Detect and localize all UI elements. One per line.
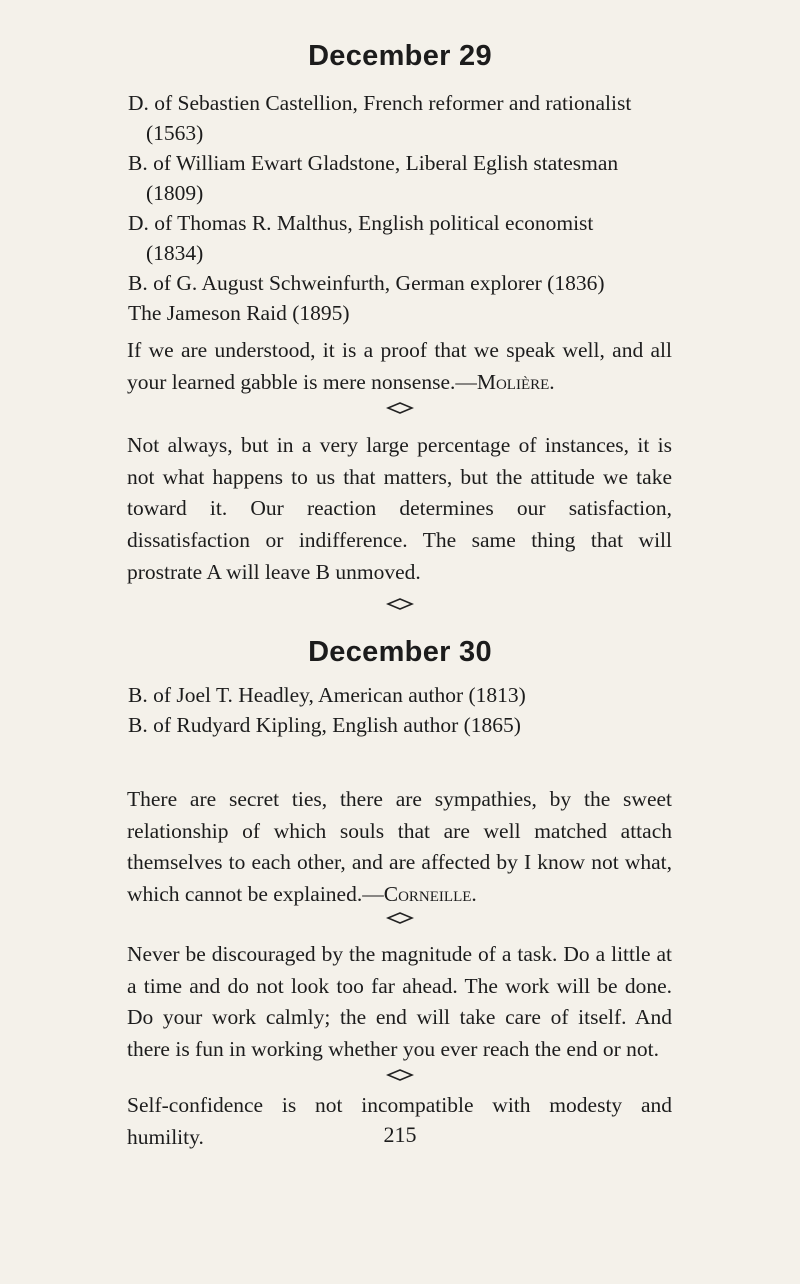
quote-paragraph <box>127 335 672 398</box>
event-item <box>128 208 718 268</box>
event-item <box>128 710 718 740</box>
event-year: (1809) <box>146 181 204 205</box>
event-item <box>128 680 718 710</box>
event-text: D. of Thomas R. Malthus, English political economist <box>128 211 594 235</box>
event-year: (1563) <box>146 121 204 145</box>
event-text: D. of Sebastien Castellion, French reformer and rationalist <box>128 91 632 115</box>
quote-attribution: Molière. <box>476 369 555 394</box>
reflection-paragraph <box>127 430 672 589</box>
event-text: The Jameson Raid (1895) <box>128 301 350 325</box>
date-heading-dec-30: December 30 <box>308 636 492 668</box>
quote-text: If we are understood, it is a proof that we speak well, and all your learned gabble is mere nonsense.— <box>127 338 672 394</box>
diamond-ornament-icon <box>386 402 414 414</box>
event-text: B. of Joel T. Headley, American author (1813) <box>128 683 526 707</box>
event-text: B. of G. August Schweinfurth, German explorer (1836) <box>128 271 605 295</box>
events-list-dec-30 <box>128 680 718 740</box>
event-year: (1834) <box>146 241 204 265</box>
event-item <box>128 88 718 148</box>
events-list-dec-29 <box>128 88 718 328</box>
date-heading-dec-29: December 29 <box>308 40 492 72</box>
diamond-ornament-icon <box>386 598 414 610</box>
event-item <box>128 298 718 328</box>
quote-text: There are secret ties, there are sympathies, by the sweet relationship of which souls that are well matched attach themselves to each other, and are affected by I know not what, which cannot be explained.— <box>127 787 672 907</box>
diamond-ornament-icon <box>386 1069 414 1081</box>
quote-attribution: Corneille. <box>383 882 477 907</box>
reflection-text: Self-confidence is not incompatible with modesty and humility. <box>127 1093 672 1149</box>
quote-paragraph <box>127 784 672 911</box>
page-number: 215 <box>383 1122 417 1147</box>
event-item <box>128 268 718 298</box>
reflection-text: Not always, but in a very large percentage of instances, it is not what happens to us that matters, but the attitude we take toward it. Our reaction determines our satisfaction, dissatisfaction or indifference. The same thing that will prostrate A will leave B unmoved. <box>127 433 672 584</box>
reflection-text: Never be discouraged by the magnitude of a task. Do a little at a time and do not look too far ahead. The work will be done. Do your work calmly; the end will take care of itself. And there is fun in working whether you ever reach the end or not. <box>127 942 672 1062</box>
diamond-ornament-icon <box>386 912 414 924</box>
event-text: B. of William Ewart Gladstone, Liberal Eglish statesman <box>128 151 619 175</box>
reflection-paragraph <box>127 939 672 1066</box>
event-text: B. of Rudyard Kipling, English author (1865) <box>128 713 521 737</box>
event-item <box>128 148 718 208</box>
